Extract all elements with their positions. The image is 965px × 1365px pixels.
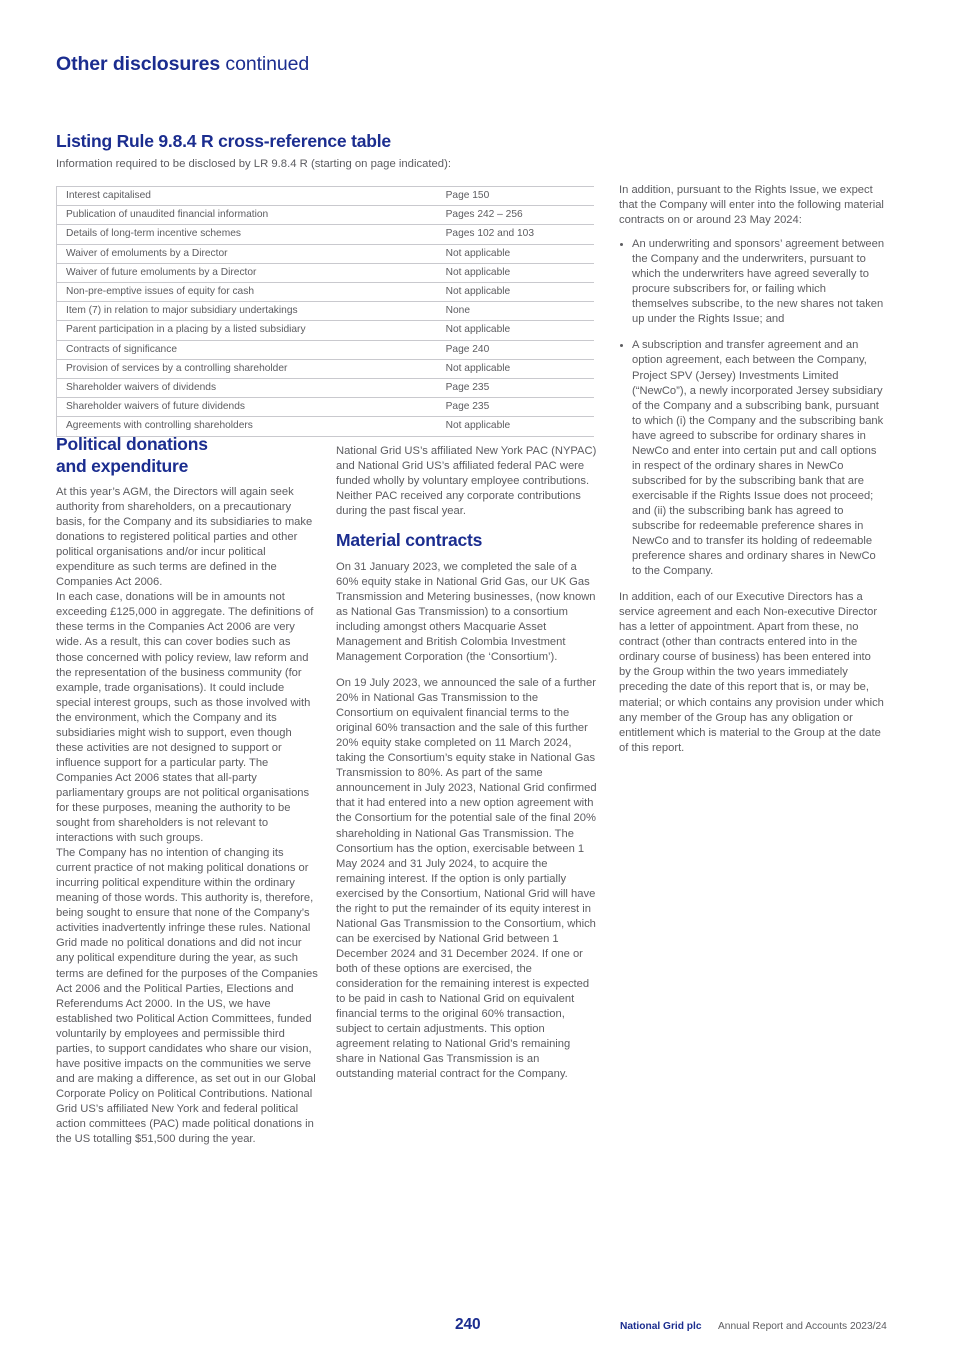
table-cell-item: Item (7) in relation to major subsidiary undertakings bbox=[57, 302, 444, 321]
text-column-2 bbox=[336, 444, 598, 1082]
bullet-dot-icon bbox=[620, 243, 623, 246]
table-cell-reference: Not applicable bbox=[444, 359, 594, 378]
table-cell-item: Shareholder waivers of dividends bbox=[57, 379, 444, 398]
table-cell-reference: Page 235 bbox=[444, 398, 594, 417]
running-header bbox=[56, 53, 309, 76]
table-row bbox=[57, 244, 595, 263]
list-item-text: An underwriting and sponsors’ agreement between the Company and the underwriters, pursuant to which the underwriters have agreed severally to procure subscribers for, or failing which themselves subscribe, to the new shares not taken up under the Rights Issue; and bbox=[632, 238, 885, 326]
list-item bbox=[619, 237, 885, 327]
political-donations-heading bbox=[56, 434, 318, 477]
political-donations-paragraph-4: National Grid US’s affiliated New York PAC (NYPAC) and National Grid US’s affiliated federal PAC were funded wholly by voluntary employee contributions. Neither PAC received any corporate contributions during the past fiscal year. bbox=[336, 445, 597, 518]
table-cell-item: Provision of services by a controlling shareholder bbox=[57, 359, 444, 378]
table-cell-item: Publication of unaudited financial information bbox=[57, 206, 444, 225]
table-cell-reference: Not applicable bbox=[444, 417, 594, 436]
table-cell-reference: None bbox=[444, 302, 594, 321]
table-cell-item: Waiver of emoluments by a Director bbox=[57, 244, 444, 263]
table-row bbox=[57, 263, 595, 282]
table-cell-item: Contracts of significance bbox=[57, 340, 444, 359]
table-cell-reference: Not applicable bbox=[444, 244, 594, 263]
table-row bbox=[57, 398, 595, 417]
table-cell-reference: Pages 242 – 256 bbox=[444, 206, 594, 225]
rights-issue-bullet-list bbox=[619, 237, 885, 579]
political-donations-paragraph-2: In each case, donations will be in amounts not exceeding £125,000 in aggregate. The definitions of these terms in the Companies Act 2006 are very wide. As a result, this can cover bodies such as those concerned with policy review, law reform and the representation of the business community (for example, trade organisations). It could include special interest groups, such as those involved with the environment, which the Company and its subsidiaries might wish to support, even though these activities are not designed to support or influence support for a particular party. The Companies Act 2006 states that all-party parliamentary groups are not political organisations for these purposes, meaning the authority to be sought from shareholders is not relevant to interactions with such groups. bbox=[56, 591, 314, 845]
listing-rule-intro: Information required to be disclosed by LR 9.8.4 R (starting on page indicated): bbox=[56, 158, 451, 170]
page-number: 240 bbox=[455, 1316, 481, 1333]
table-cell-item: Interest capitalised bbox=[57, 187, 444, 206]
table-cell-reference: Page 240 bbox=[444, 340, 594, 359]
list-item-text: A subscription and transfer agreement and an option agreement, each between the Company, Project SPV (Jersey) Investments Limited (“NewCo”), a newly incorporated Jersey subsidiary of the Company and a subscribing bank, pursuant to which (i) the Company and the subscribing bank have agreed to subscribe for ordinary shares in NewCo and enter into certain put and call options in respect of the ordinary shares in NewCo subscribed for by the subscribing bank that are exercisable if the Rights Issue does not proceed; and (ii) the subscribing bank has agreed to subscribe for redeemable preference shares in NewCo and to transfer its holding of redeemable preference shares and ordinary shares in NewCo to the Company. bbox=[632, 339, 884, 578]
running-header-suffix: continued bbox=[220, 53, 310, 75]
table-row bbox=[57, 379, 595, 398]
table-cell-reference: Pages 102 and 103 bbox=[444, 225, 594, 244]
political-donations-paragraph-1: At this year’s AGM, the Directors will again seek authority from shareholders, on a precautionary basis, for the Company and its subsidiaries to make donations to registered political parties and other political organisations and/or incur political expenditure as such terms are defined in the Companies Act 2006. bbox=[56, 486, 313, 589]
material-contracts-heading: Material contracts bbox=[336, 530, 483, 551]
table-row bbox=[57, 187, 595, 206]
material-contracts-paragraph-2: On 19 July 2023, we announced the sale of a further 20% in National Gas Transmission to the Consortium on equivalent financial terms to the original 60% transaction and the sale of this further 20% equity stake completed on 11 March 2024, taking the Consortium’s equity stake in National Gas Transmission to 80%. As part of the same announcement in July 2023, National Grid confirmed that it had entered into a new option agreement with the Consortium for the potential sale of the final 20% shareholding in National Gas Transmission. The Consortium has the option, exercisable between 1 May 2024 and 31 July 2024, to acquire the remaining interest. If the option is only partially exercised by the Consortium, National Grid will have the right to put the remainder of its equity interest in National Gas Transmission to the Consortium, which can be exercised by National Grid between 1 December 2024 and 31 December 2024. If one or both of these options are exercised, the consideration for the remaining interest is expected to be paid in cash to National Grid on equivalent financial terms to the original 60% transaction, subject to certain adjustments. This option agreement relating to National Grid’s remaining share in National Gas Transmission is an outstanding material contract for the Company. bbox=[336, 677, 597, 1081]
table-row bbox=[57, 340, 595, 359]
cross-reference-table-body bbox=[57, 187, 595, 437]
text-column-1 bbox=[56, 434, 318, 1147]
footer-company-name: National Grid plc bbox=[620, 1321, 702, 1332]
table-cell-reference: Not applicable bbox=[444, 283, 594, 302]
table-cell-item: Waiver of future emoluments by a Director bbox=[57, 263, 444, 282]
bullet-dot-icon bbox=[620, 344, 623, 347]
table-row bbox=[57, 283, 595, 302]
material-contracts-paragraph-1: On 31 January 2023, we completed the sale of a 60% equity stake in National Grid Gas, our UK Gas Transmission and Metering businesses, (now known as National Gas Transmission) to a consortium including amongst others Macquarie Asset Management and British Colombia Investment Management Corporation (the ‘Consortium’). bbox=[336, 560, 596, 664]
running-header-title: Other disclosures bbox=[56, 53, 221, 75]
political-donations-heading-line2: and expenditure bbox=[56, 455, 189, 476]
political-donations-heading-line1: Political donations bbox=[56, 434, 208, 454]
cross-reference-table bbox=[56, 186, 594, 437]
table-row bbox=[57, 302, 595, 321]
material-contracts-closing-paragraph: In addition, each of our Executive Directors has a service agreement and each Non-executive Director has a letter of appointment. Apart from these, no contract (other than contracts entered into in the ordinary course of business) has been entered into by the Group within the two years immediately preceding the date of this report that is, or may be, material; or which contains any provision under which any member of the Group has any obligation or entitlement which is material to the Group at the date of this report. bbox=[619, 591, 884, 754]
table-cell-item: Agreements with controlling shareholders bbox=[57, 417, 444, 436]
table-cell-item: Non-pre-emptive issues of equity for cash bbox=[57, 283, 444, 302]
table-row bbox=[57, 321, 595, 340]
table-cell-item: Shareholder waivers of future dividends bbox=[57, 398, 444, 417]
political-donations-paragraph-3: The Company has no intention of changing its current practice of not making political donations or incurring political expenditure within the ordinary meaning of those words. This authority is, therefore, being sought to ensure that none of the Company’s activities inadvertently infringe these rules. National Grid made no political donations and did not incur any political expenditure during the year, as such terms are defined for the purposes of the Companies Act 2006 and the Political Parties, Elections and Referendums Act 2000. In the US, we have established two Political Action Committees, funded voluntarily by employees and permissible third parties, to support candidates who share our vision, have positive impacts on the communities we serve and are making a difference, as set out in our Global Corporate Policy on Political Contributions. National Grid US’s affiliated New York and federal political action committees (PAC) made political donations in the US totalling $51,500 during the year. bbox=[56, 847, 318, 1146]
rights-issue-intro: In addition, pursuant to the Rights Issue, we expect that the Company will enter into the following material contracts on or around 23 May 2024: bbox=[619, 184, 884, 227]
table-cell-item: Details of long-term incentive schemes bbox=[57, 225, 444, 244]
table-row bbox=[57, 206, 595, 225]
list-item bbox=[619, 338, 885, 579]
table-cell-item: Parent participation in a placing by a listed subsidiary bbox=[57, 321, 444, 340]
text-column-3 bbox=[619, 183, 885, 756]
table-cell-reference: Page 150 bbox=[444, 187, 594, 206]
footer-report-title: Annual Report and Accounts 2023/24 bbox=[718, 1321, 887, 1332]
table-cell-reference: Not applicable bbox=[444, 263, 594, 282]
table-row bbox=[57, 225, 595, 244]
table-cell-reference: Not applicable bbox=[444, 321, 594, 340]
table-cell-reference: Page 235 bbox=[444, 379, 594, 398]
table-row bbox=[57, 359, 595, 378]
listing-rule-heading: Listing Rule 9.8.4 R cross-reference table bbox=[56, 131, 391, 151]
